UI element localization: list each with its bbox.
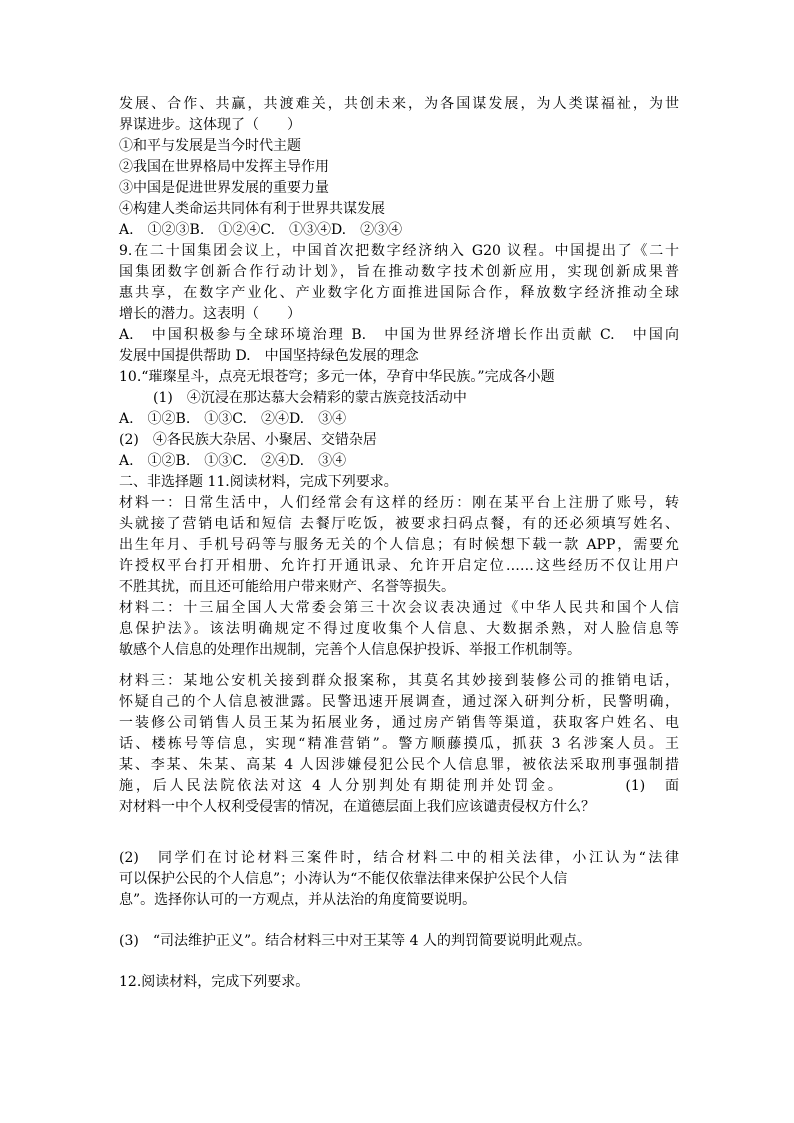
question-11-1-line: 对材料一中个人权利受侵害的情况，在道德层面上我们应该谴责侵权方什么？	[119, 799, 595, 815]
option-line: ②我国在世界格局中发挥主导作用	[119, 159, 329, 175]
text-line: 发展、合作、共赢，共渡难关，共创未来，为各国谋发展，为人类谋福祉，为世	[119, 96, 679, 112]
option-line: ④构建人类命运共同体有利于世界共谋发展	[119, 201, 385, 217]
choice-line: A. 中国积极参与全球环境治理 B. 中国为世界经济增长作出贡献 C. 中国向	[119, 327, 679, 343]
material-1-line: 出生年月、手机号码等与服务无关的个人信息；有时候想下载一款 APP，需要允	[119, 537, 679, 553]
question-11-3-line: (3) “司法维护正义”。结合材料三中对王某等 4 人的判罚简要说明此观点。	[119, 933, 591, 949]
option-line: ③中国是促进世界发展的重要力量	[119, 180, 329, 196]
question-10-line: 10.“璀璨星斗，点亮无垠苍穹；多元一体，孕育中华民族。”完成各小题	[119, 369, 555, 385]
question-11-2-line: (2) 同学们在讨论材料三案件时，结合材料二中的相关法律，小江认为“法律	[119, 850, 679, 866]
material-3-line: 一装修公司销售人员王某为拓展业务，通过房产销售等渠道，获取客户姓名、电	[119, 715, 679, 731]
choice-line: A. ①②③B. ①②④C. ①③④D. ②③④	[119, 222, 403, 238]
question-9-line: 9.在二十国集团会议上，中国首次把数字经济纳入 G20 议程。中国提出了《二十	[119, 243, 679, 259]
material-1-line: 材料一：日常生活中，人们经常会有这样的经历：刚在某平台上注册了账号，转	[119, 495, 679, 511]
question-12-line: 12.阅读材料，完成下列要求。	[119, 974, 310, 990]
material-3-line: 材料三：某地公安机关接到群众报案称，其莫名其妙接到装修公司的推销电话，	[119, 673, 679, 689]
material-1-line: 头就接了营销电话和短信 去餐厅吃饭，被要求扫码点餐，有的还必须填写姓名、	[119, 516, 679, 532]
material-3-line: 怀疑自己的个人信息被泄露。民警迅速开展调查，通过深入研判分析，民警明确，	[119, 694, 679, 710]
question-11-2-line: 可以保护公民的个人信息”；小涛认为“不能仅依靠法律来保护公民个人信	[119, 871, 568, 887]
sub-question-line: (2) ④各民族大杂居、小聚居、交错杂居	[119, 432, 377, 448]
material-1-line: 不胜其扰，而且还可能给用户带来财产、名誉等损失。	[119, 579, 455, 595]
choice-line: 发展中国提供帮助 D. 中国坚持绿色发展的理念	[119, 348, 419, 364]
section-heading: 二、非选择题 11.阅读材料，完成下列要求。	[119, 474, 398, 490]
sub-question-line: (1) ④沉浸在那达慕大会精彩的蒙古族竞技活动中	[153, 390, 467, 406]
material-2-line: 息保护法》。该法明确规定不得过度收集个人信息、大数据杀熟，对人脸信息等	[119, 621, 679, 637]
material-2-line: 材料二：十三届全国人大常委会第三十次会议表决通过《中华人民共和国个人信	[119, 600, 679, 616]
question-11-2-line: 息”。选择你认可的一方观点，并从法治的角度简要说明。	[119, 892, 477, 908]
question-9-line: 国集团数字创新合作行动计划》，旨在推动数字技术创新应用，实现创新成果普	[119, 264, 679, 280]
document-page	[119, 94, 679, 993]
material-1-line: 许授权平台打开相册、允许打开通讯录、允许开启定位……这些经历不仅让用户	[119, 558, 679, 574]
question-9-line: 惠共享，在数字产业化、产业数字化方面推进国际合作，释放数字经济推动全球	[119, 285, 679, 301]
choice-line: A. ①②B. ①③C. ②④D. ③④	[119, 411, 347, 427]
material-3-line: 施，后人民法院依法对这 4 人分别判处有期徒刑并处罚金。 (1) 面	[119, 778, 679, 794]
material-3-line: 某、李某、朱某、高某 4 人因涉嫌侵犯公民个人信息罪，被依法采取刑事强制措	[119, 757, 679, 773]
question-9-line: 增长的潜力。这表明（ ）	[119, 306, 301, 322]
material-3-line: 话、楼栋号等信息，实现“精准营销”。警方顺藤摸瓜，抓获 3 名涉案人员。王	[119, 736, 679, 752]
material-2-line: 敏感个人信息的处理作出规制，完善个人信息保护投诉、举报工作机制等。	[119, 642, 581, 658]
choice-line: A. ①②B. ①③C. ②④D. ③④	[119, 453, 347, 469]
text-line: 界谋进步。这体现了（ ）	[119, 117, 301, 133]
option-line: ①和平与发展是当今时代主题	[119, 138, 301, 154]
